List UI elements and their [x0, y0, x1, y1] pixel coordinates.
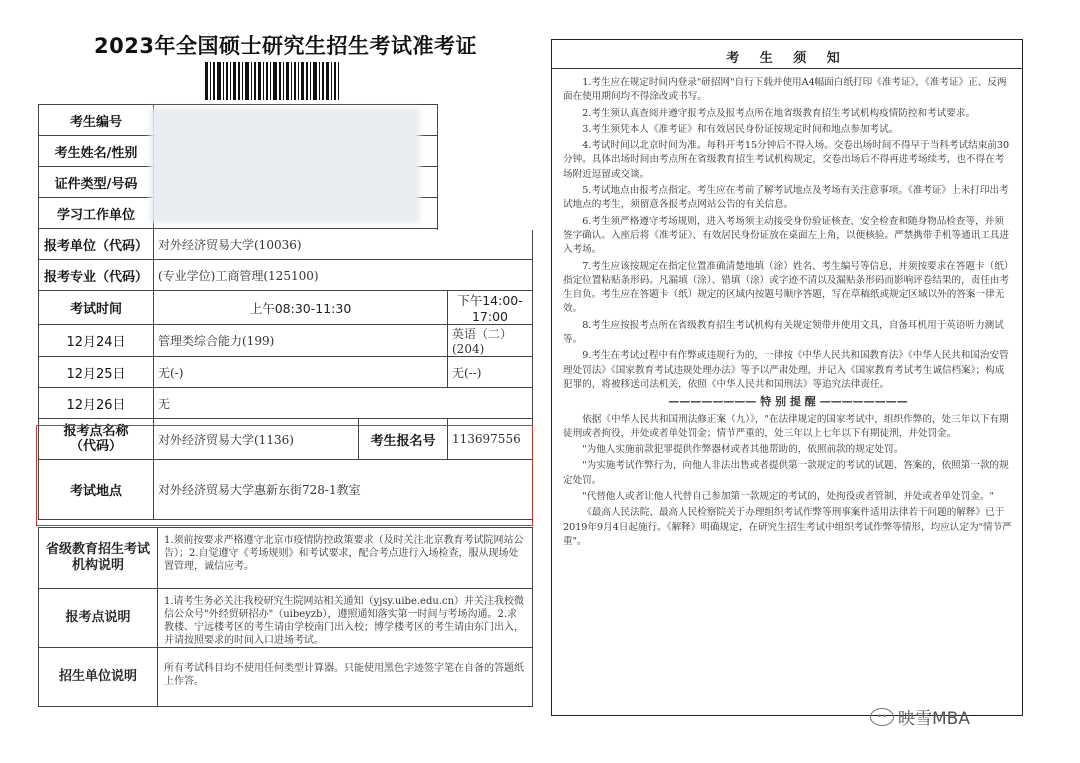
- reg-no-value: 113697556: [448, 419, 533, 460]
- site-note-label: 报考点说明: [39, 589, 158, 647]
- day-2-date: 12月25日: [39, 357, 154, 388]
- instructions-title: 考 生 须 知: [726, 51, 848, 66]
- school-note-label: 招生单位说明: [39, 648, 158, 706]
- reg-no-label: 考生报名号: [359, 419, 448, 460]
- instruction-item: 4.考试时间以北京时间为准。每科开考15分钟后不得入场。交卷出场时间不得早于当科考试结束前30分钟。具体出场时间由考点所在省级教育招生考试机构规定，交卷出场后不得再进考场续考，也不得在考场附近逗留或交谈。: [563, 140, 1010, 180]
- day-1-am: 管理类综合能力(199): [154, 325, 448, 357]
- site-note-row: [38, 589, 533, 648]
- provincial-note-label: [39, 528, 158, 588]
- id-type-no-label: 证件类型/号码: [39, 167, 154, 198]
- ticket-title: 2023年全国硕士研究生招生考试准考证: [94, 34, 477, 58]
- special-item: 依据《中华人民共和国刑法修正案（九）》，"在法律规定的国家考试中，组织作弊的，处三年以下有期徒刑或者拘役，并处或者单处罚金；情节严重的，处三年以上七年以下有期徒刑，并处罚金。: [563, 413, 1009, 439]
- instruction-item: 8.考生应按报考点所在省级教育招生考试机构有关规定领带并使用文具，自备耳机用于英语听力测试等。: [563, 319, 1004, 346]
- wechat-icon: ••: [870, 708, 894, 726]
- instructions-divider: [551, 68, 1023, 69]
- instruction-item: 6.考生须严格遵守考场规则，进入考场须主动接受身份验证核查、安全检查和随身物品检查等，并须签字确认。入座后将《准考证》、有效居民身份证放在桌面左上角，以便核验。严禁携带手机等通讯工具进入考场。: [563, 215, 1010, 256]
- day-3-date: 12月26日: [39, 388, 154, 419]
- photo-area: [437, 104, 534, 230]
- provincial-note-row: [38, 527, 533, 589]
- instruction-item: 1.考生应在规定时间内登录"研招网"自行下载并使用A4幅面白纸打印《准考证》，《准考证》正、反两面在使用期间均不得涂改或书写。: [563, 77, 1007, 103]
- day-3-am: 无: [154, 388, 533, 419]
- instruction-item: 7.考生应该按规定在指定位置准确清楚地填（涂）姓名、考生编号等信息，并须按要求在答题卡（纸）指定位置粘贴条形码。凡漏填（涂）、错填（涂）或字迹不清以及漏贴条形码而影响评卷结果的，责任由考生自负。考生应在答题卡（纸）规定的区域内按题号顺序答题，写在草稿纸或规定区域以外的答案一律无效。: [563, 260, 1010, 315]
- day-1-date: 12月24日: [39, 325, 154, 357]
- redacted-personal-info: [150, 108, 420, 223]
- special-item: "代替他人或者让他人代替自己参加第一款规定的考试的，处拘役或者管制，并处或者单处罚金。": [582, 491, 994, 503]
- exam-site-name-value: 对外经济贸易大学(1136): [154, 419, 359, 460]
- barcode: [205, 62, 355, 100]
- apply-major-label: 报考专业（代码）: [39, 260, 154, 291]
- provincial-note-label-1: 省级教育招生考试: [45, 542, 150, 557]
- day-2-pm: 无(--): [448, 357, 533, 388]
- instructions-body: [563, 76, 1013, 551]
- instruction-item: 5.考试地点由报考点指定。考生应在考前了解考试地点及考场有关注意事项。《准考证》上未打印出考试地点的考生，须留意各报考点网站公告的有关信息。: [563, 185, 1009, 211]
- name-gender-label: 考生姓名/性别: [39, 136, 154, 167]
- exam-time-label: 考试时间: [39, 291, 154, 325]
- exam-location-value: 对外经济贸易大学惠新东街728-1教室: [154, 460, 533, 520]
- site-note-text: 1.请考生务必关注我校研究生院网站相关通知（yjsy.uibe.edu.cn）并关注我校微信公众号"外经贸研招办"（uibeyzb），遵照通知落实第一时间与考场沟通。2.求教楼、宁远楼考区的考生请由学校南门出入校；博学楼考区的考生请由东门出入，并请按照要求的时间入口进场考试。: [164, 596, 525, 646]
- exam-site-name-label-1: 报考点名称: [63, 424, 129, 439]
- day-1-pm: 英语（二）(204): [448, 325, 533, 357]
- morning-session-header: 上午08:30-11:30: [154, 291, 448, 325]
- instruction-item: 2.考生须认真查阅并遵守报考点及报考点所在地省级教育招生考试机构疫情防控和考试要求。: [582, 107, 976, 119]
- afternoon-session-header: 下午14:00-17:00: [448, 291, 533, 325]
- special-item: "为他人实施前款犯罪提供作弊器材或者其他帮助的，依照前款的规定处罚。: [582, 444, 904, 456]
- candidate-no-label: 考生编号: [39, 105, 154, 136]
- instruction-item: 3.考生须凭本人《准考证》和有效居民身份证按规定时间和地点参加考试。: [582, 123, 899, 135]
- provincial-note-label-2: 机构说明: [71, 558, 124, 573]
- apply-unit-label: 报考单位（代码）: [39, 229, 154, 260]
- apply-unit-value: 对外经济贸易大学(10036): [154, 229, 533, 260]
- provincial-note-text: 1.须前按要求严格遵守北京市疫情防控政策要求（及时关注北京教育考试院网站公告）；2.自觉遵守《考场规则》和考试要求，配合考点进行入场检查，服从现场处置管理，诚信应考。: [164, 535, 524, 572]
- special-reminder-title: ———————— 特 别 提 醒 ————————: [668, 395, 908, 409]
- work-unit-label: 学习工作单位: [39, 198, 154, 229]
- day-2-am: 无(-): [154, 357, 448, 388]
- watermark-text: 映雪MBA: [898, 709, 970, 729]
- exam-site-name-label-2: （代码）: [69, 439, 122, 454]
- notes-section: [38, 527, 533, 707]
- exam-site-name-label: [39, 419, 154, 460]
- exam-location-label: 考试地点: [39, 460, 154, 520]
- instruction-item: 9.考生在考试过程中有作弊或违规行为的，一律按《中华人民共和国教育法》《中华人民共和国治安管理处罚法》《国家教育考试违规处理办法》等予以严肃处理，并记入《国家教育考试考生诚信档案》；构成犯罪的，将被移送司法机关，依照《中华人民共和国刑法》等追究法律责任。: [563, 350, 1009, 390]
- special-item: "为实施考试作弊行为，向他人非法出售或者提供第一款规定的考试的试题、答案的，依照第一款的规定处罚。: [563, 460, 1009, 486]
- school-note-row: [38, 648, 533, 707]
- school-note-text: 所有考试科目均不使用任何类型计算器。只能使用黑色字迹签字笔在自备的答题纸上作答。: [164, 663, 524, 687]
- watermark: [870, 704, 970, 729]
- apply-major-value: (专业学位)工商管理(125100): [154, 260, 533, 291]
- special-item: 《最高人民法院、最高人民检察院关于办理组织考试作弊等刑事案件适用法律若干问题的解释》已于2019年9月4日起施行。《解释》明确规定，在研究生招生考试中组织考试作弊等情形，均应认定为"情节严重"。: [563, 507, 1012, 547]
